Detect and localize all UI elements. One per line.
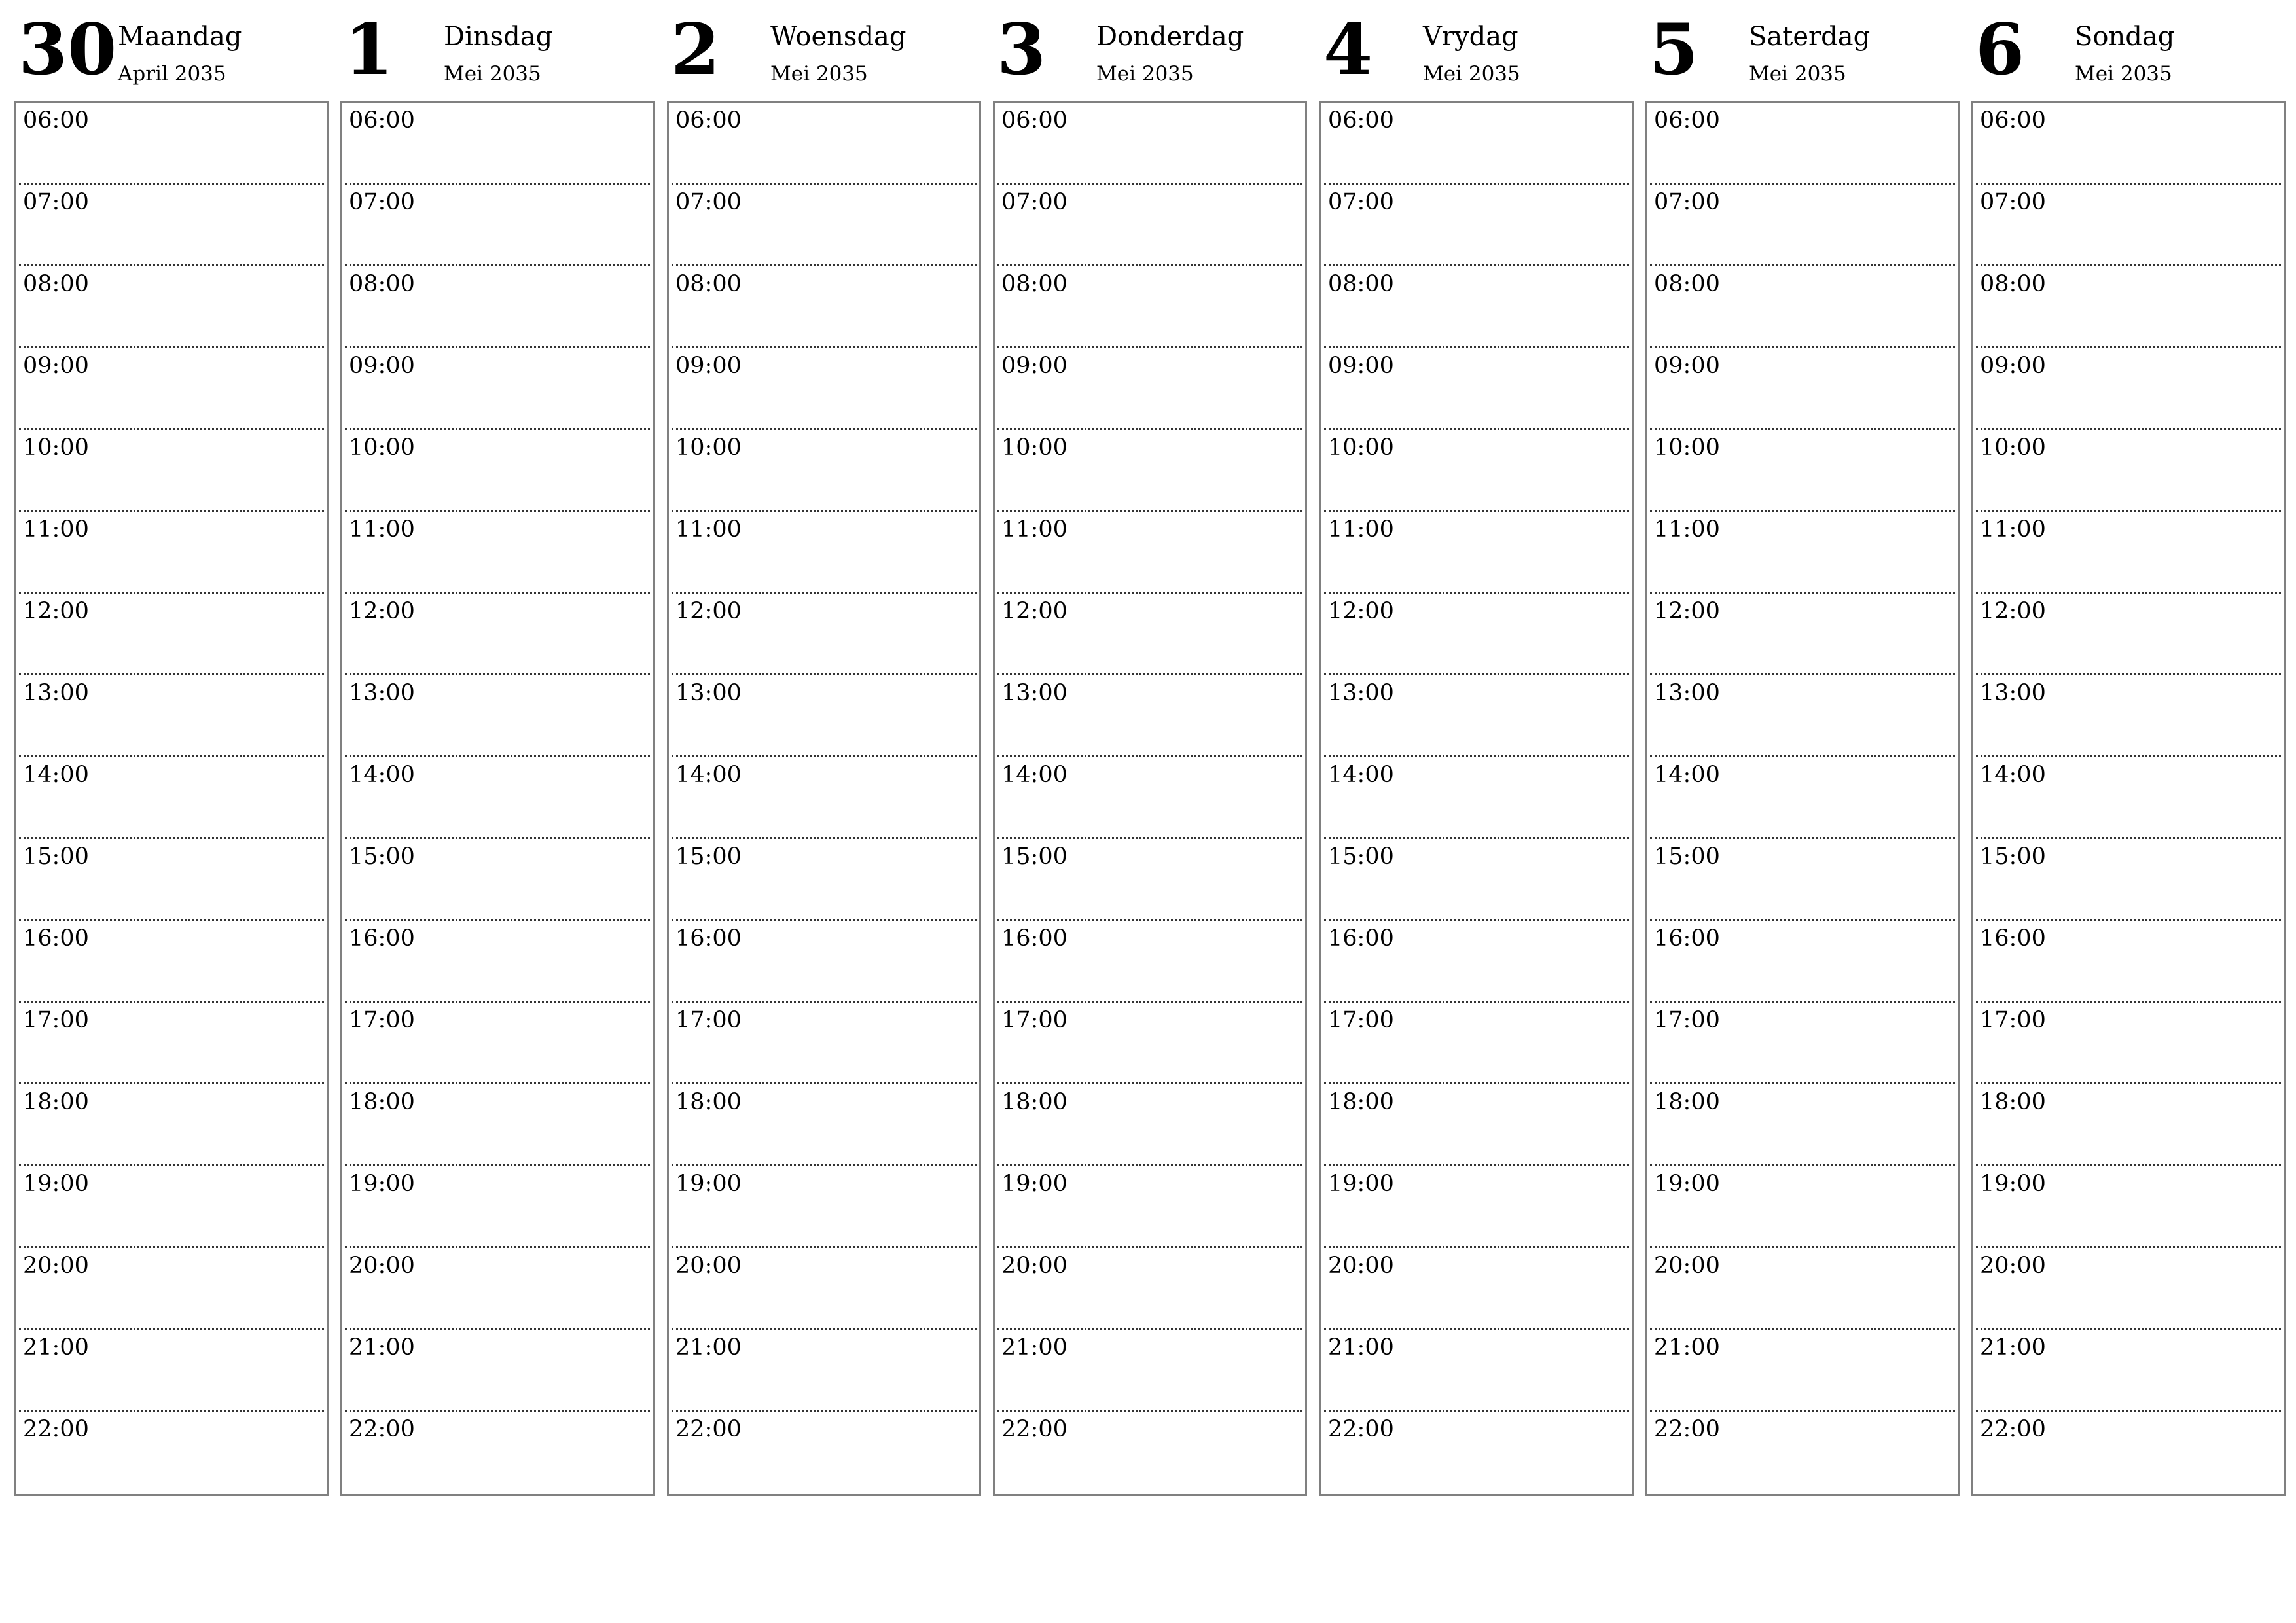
time-slot[interactable]	[342, 839, 653, 921]
time-slot[interactable]	[995, 103, 1305, 185]
day-month-year: Mei 2035	[1423, 62, 1520, 86]
time-slot-label: 18:00	[1001, 1089, 1067, 1115]
day-number: 4	[1323, 9, 1373, 91]
time-slot-label: 12:00	[675, 598, 742, 624]
time-slot-label: 12:00	[23, 598, 89, 624]
time-slot[interactable]	[16, 594, 327, 675]
day-name: Maandag	[118, 22, 242, 52]
time-slot-label: 20:00	[1328, 1253, 1394, 1279]
time-slot-label: 08:00	[349, 271, 415, 297]
time-slot[interactable]	[16, 675, 327, 757]
time-slot[interactable]	[1973, 921, 2284, 1003]
day-name: Dinsdag	[444, 22, 553, 52]
time-slot-label: 14:00	[23, 762, 89, 788]
time-slot[interactable]	[16, 348, 327, 430]
time-slot-label: 21:00	[1980, 1334, 2046, 1361]
time-slot[interactable]	[1321, 430, 1632, 512]
time-slot-label: 13:00	[349, 680, 415, 706]
day-column	[1971, 0, 2284, 1499]
time-slot-label: 06:00	[349, 107, 415, 134]
time-slot[interactable]	[1321, 1248, 1632, 1330]
time-slot-label: 19:00	[1980, 1171, 2046, 1197]
time-slot-label: 18:00	[1980, 1089, 2046, 1115]
time-slot[interactable]	[1647, 1166, 1958, 1248]
day-number: 1	[344, 9, 394, 91]
time-slot-label: 16:00	[1328, 925, 1394, 952]
time-slot[interactable]	[1647, 430, 1958, 512]
time-slot-label: 07:00	[1328, 189, 1394, 215]
time-slot[interactable]	[1647, 1330, 1958, 1412]
time-slot-label: 10:00	[675, 435, 742, 461]
time-slot[interactable]	[1647, 1412, 1958, 1493]
time-slot-label: 12:00	[1328, 598, 1394, 624]
time-slot-label: 13:00	[675, 680, 742, 706]
time-slot[interactable]	[995, 757, 1305, 839]
time-slot-label: 22:00	[1328, 1416, 1394, 1442]
time-slot[interactable]	[995, 1412, 1305, 1493]
time-slot-label: 17:00	[1654, 1007, 1720, 1033]
time-slot-label: 10:00	[349, 435, 415, 461]
day-name: Donderdag	[1096, 22, 1244, 52]
time-slot[interactable]	[342, 921, 653, 1003]
time-slot-label: 06:00	[23, 107, 89, 134]
time-slot-label: 21:00	[23, 1334, 89, 1361]
time-slot[interactable]	[1321, 266, 1632, 348]
time-slot-label: 22:00	[1001, 1416, 1067, 1442]
time-slot-label: 06:00	[1980, 107, 2046, 134]
time-slot-label: 16:00	[1980, 925, 2046, 952]
day-number: 30	[18, 9, 117, 91]
day-schedule-box	[1971, 101, 2286, 1496]
time-slot-label: 20:00	[1001, 1253, 1067, 1279]
time-slot[interactable]	[669, 512, 979, 594]
day-schedule-box	[1319, 101, 1634, 1496]
time-slot-label: 12:00	[349, 598, 415, 624]
time-slot[interactable]	[342, 1248, 653, 1330]
time-slot[interactable]	[669, 921, 979, 1003]
time-slot-label: 22:00	[23, 1416, 89, 1442]
time-slot[interactable]	[342, 594, 653, 675]
time-slot[interactable]	[1647, 185, 1958, 266]
day-name: Saterdag	[1749, 22, 1871, 52]
time-slot[interactable]	[995, 839, 1305, 921]
day-month-year: Mei 2035	[444, 62, 541, 86]
time-slot[interactable]	[1973, 675, 2284, 757]
time-slot-label: 15:00	[349, 844, 415, 870]
time-slot-label: 10:00	[1328, 435, 1394, 461]
time-slot-label: 12:00	[1654, 598, 1720, 624]
time-slot-label: 22:00	[349, 1416, 415, 1442]
time-slot[interactable]	[1973, 512, 2284, 594]
time-slot-label: 21:00	[1654, 1334, 1720, 1361]
time-slot[interactable]	[1647, 266, 1958, 348]
time-slot[interactable]	[1973, 594, 2284, 675]
time-slot[interactable]	[1973, 1248, 2284, 1330]
day-name: Woensdag	[770, 22, 906, 52]
time-slot[interactable]	[16, 1248, 327, 1330]
time-slot[interactable]	[16, 921, 327, 1003]
time-slot[interactable]	[1321, 103, 1632, 185]
time-slot-label: 15:00	[23, 844, 89, 870]
time-slot[interactable]	[16, 1084, 327, 1166]
time-slot-label: 07:00	[1980, 189, 2046, 215]
time-slot[interactable]	[1973, 1003, 2284, 1084]
time-slot-label: 18:00	[1328, 1089, 1394, 1115]
time-slot-label: 14:00	[1328, 762, 1394, 788]
day-header	[340, 0, 653, 98]
time-slot[interactable]	[669, 1003, 979, 1084]
time-slot[interactable]	[1973, 430, 2284, 512]
time-slot-label: 11:00	[1980, 516, 2046, 543]
time-slot[interactable]	[1647, 757, 1958, 839]
time-slot-label: 17:00	[23, 1007, 89, 1033]
day-number: 6	[1975, 9, 2025, 91]
time-slot[interactable]	[342, 1330, 653, 1412]
time-slot-label: 08:00	[1328, 271, 1394, 297]
time-slot[interactable]	[1973, 1412, 2284, 1493]
time-slot-label: 22:00	[1980, 1416, 2046, 1442]
time-slot[interactable]	[1647, 512, 1958, 594]
day-column	[993, 0, 1306, 1499]
time-slot[interactable]	[16, 1330, 327, 1412]
time-slot[interactable]	[342, 1412, 653, 1493]
time-slot[interactable]	[342, 512, 653, 594]
time-slot[interactable]	[342, 1003, 653, 1084]
day-month-year: Mei 2035	[1096, 62, 1194, 86]
time-slot-label: 10:00	[1980, 435, 2046, 461]
day-column	[1319, 0, 1632, 1499]
time-slot[interactable]	[16, 266, 327, 348]
day-number: 2	[671, 9, 721, 91]
time-slot[interactable]	[669, 430, 979, 512]
time-slot-label: 15:00	[1980, 844, 2046, 870]
day-header	[667, 0, 980, 98]
time-slot[interactable]	[995, 1248, 1305, 1330]
time-slot[interactable]	[995, 1166, 1305, 1248]
day-month-year: Mei 2035	[2075, 62, 2172, 86]
time-slot-label: 09:00	[1980, 353, 2046, 379]
day-number: 5	[1649, 9, 1699, 91]
time-slot[interactable]	[342, 266, 653, 348]
day-column	[14, 0, 327, 1499]
day-header	[14, 0, 327, 98]
time-slot-label: 13:00	[1328, 680, 1394, 706]
time-slot-label: 22:00	[1654, 1416, 1720, 1442]
time-slot-label: 06:00	[675, 107, 742, 134]
time-slot[interactable]	[669, 594, 979, 675]
day-schedule-box	[667, 101, 981, 1496]
time-slot[interactable]	[995, 1003, 1305, 1084]
time-slot-label: 20:00	[1980, 1253, 2046, 1279]
day-number: 3	[997, 9, 1047, 91]
time-slot[interactable]	[995, 266, 1305, 348]
time-slot[interactable]	[669, 266, 979, 348]
time-slot-label: 07:00	[675, 189, 742, 215]
time-slot-label: 17:00	[1001, 1007, 1067, 1033]
time-slot-label: 16:00	[675, 925, 742, 952]
time-slot-label: 21:00	[1328, 1334, 1394, 1361]
time-slot-label: 19:00	[675, 1171, 742, 1197]
day-name: Vrydag	[1423, 22, 1518, 52]
time-slot-label: 09:00	[1328, 353, 1394, 379]
time-slot-label: 09:00	[23, 353, 89, 379]
day-name: Sondag	[2075, 22, 2175, 52]
time-slot-label: 19:00	[1654, 1171, 1720, 1197]
time-slot[interactable]	[342, 1166, 653, 1248]
time-slot[interactable]	[669, 1084, 979, 1166]
time-slot-label: 08:00	[1001, 271, 1067, 297]
time-slot-label: 11:00	[23, 516, 89, 543]
time-slot-label: 08:00	[23, 271, 89, 297]
time-slot[interactable]	[995, 1084, 1305, 1166]
time-slot-label: 21:00	[1001, 1334, 1067, 1361]
time-slot-label: 18:00	[23, 1089, 89, 1115]
time-slot-label: 07:00	[349, 189, 415, 215]
day-header	[1645, 0, 1958, 98]
day-column	[1645, 0, 1958, 1499]
time-slot-label: 17:00	[349, 1007, 415, 1033]
time-slot[interactable]	[16, 757, 327, 839]
day-header	[1971, 0, 2284, 98]
time-slot-label: 16:00	[1654, 925, 1720, 952]
time-slot[interactable]	[669, 185, 979, 266]
time-slot[interactable]	[669, 839, 979, 921]
time-slot-label: 18:00	[1654, 1089, 1720, 1115]
time-slot[interactable]	[1647, 103, 1958, 185]
time-slot-label: 09:00	[1654, 353, 1720, 379]
day-month-year: Mei 2035	[770, 62, 868, 86]
time-slot[interactable]	[995, 348, 1305, 430]
time-slot[interactable]	[669, 1166, 979, 1248]
time-slot-label: 16:00	[23, 925, 89, 952]
time-slot-label: 20:00	[675, 1253, 742, 1279]
time-slot-label: 11:00	[1654, 516, 1720, 543]
day-header	[1319, 0, 1632, 98]
time-slot-label: 22:00	[675, 1416, 742, 1442]
time-slot-label: 18:00	[349, 1089, 415, 1115]
time-slot-label: 14:00	[675, 762, 742, 788]
time-slot-label: 15:00	[1001, 844, 1067, 870]
time-slot-label: 20:00	[1654, 1253, 1720, 1279]
time-slot-label: 11:00	[675, 516, 742, 543]
time-slot[interactable]	[995, 675, 1305, 757]
time-slot[interactable]	[1321, 1166, 1632, 1248]
time-slot[interactable]	[1647, 1084, 1958, 1166]
time-slot-label: 14:00	[349, 762, 415, 788]
time-slot[interactable]	[1973, 266, 2284, 348]
time-slot[interactable]	[16, 1003, 327, 1084]
time-slot-label: 12:00	[1001, 598, 1067, 624]
time-slot[interactable]	[1973, 103, 2284, 185]
time-slot[interactable]	[1321, 921, 1632, 1003]
time-slot[interactable]	[995, 1330, 1305, 1412]
time-slot[interactable]	[1647, 594, 1958, 675]
time-slot[interactable]	[342, 1084, 653, 1166]
time-slot[interactable]	[342, 103, 653, 185]
time-slot-label: 15:00	[1328, 844, 1394, 870]
time-slot-label: 16:00	[349, 925, 415, 952]
day-column	[667, 0, 980, 1499]
time-slot[interactable]	[16, 1412, 327, 1493]
time-slot[interactable]	[669, 757, 979, 839]
time-slot[interactable]	[1647, 675, 1958, 757]
time-slot[interactable]	[1647, 921, 1958, 1003]
time-slot-label: 10:00	[23, 435, 89, 461]
time-slot-label: 14:00	[1654, 762, 1720, 788]
time-slot-label: 06:00	[1654, 107, 1720, 134]
day-schedule-box	[340, 101, 655, 1496]
time-slot[interactable]	[1973, 757, 2284, 839]
time-slot[interactable]	[995, 594, 1305, 675]
time-slot-label: 11:00	[349, 516, 415, 543]
day-month-year: Mei 2035	[1749, 62, 1846, 86]
time-slot[interactable]	[342, 430, 653, 512]
time-slot[interactable]	[1647, 839, 1958, 921]
time-slot-label: 21:00	[349, 1334, 415, 1361]
time-slot-label: 20:00	[23, 1253, 89, 1279]
time-slot[interactable]	[669, 103, 979, 185]
time-slot-label: 19:00	[23, 1171, 89, 1197]
time-slot[interactable]	[1321, 675, 1632, 757]
time-slot[interactable]	[16, 839, 327, 921]
time-slot-label: 07:00	[1654, 189, 1720, 215]
time-slot[interactable]	[16, 1166, 327, 1248]
time-slot-label: 21:00	[675, 1334, 742, 1361]
time-slot-label: 07:00	[23, 189, 89, 215]
time-slot[interactable]	[16, 103, 327, 185]
time-slot[interactable]	[1321, 1003, 1632, 1084]
time-slot[interactable]	[669, 1412, 979, 1493]
time-slot[interactable]	[1321, 757, 1632, 839]
time-slot[interactable]	[1321, 594, 1632, 675]
time-slot[interactable]	[342, 675, 653, 757]
time-slot[interactable]	[1973, 1084, 2284, 1166]
time-slot-label: 17:00	[1328, 1007, 1394, 1033]
time-slot-label: 16:00	[1001, 925, 1067, 952]
time-slot-label: 19:00	[1001, 1171, 1067, 1197]
time-slot-label: 08:00	[675, 271, 742, 297]
time-slot-label: 13:00	[1980, 680, 2046, 706]
time-slot[interactable]	[1321, 1084, 1632, 1166]
time-slot-label: 14:00	[1980, 762, 2046, 788]
time-slot-label: 13:00	[23, 680, 89, 706]
time-slot[interactable]	[995, 512, 1305, 594]
time-slot[interactable]	[1647, 1003, 1958, 1084]
time-slot-label: 06:00	[1328, 107, 1394, 134]
time-slot[interactable]	[1973, 185, 2284, 266]
time-slot-label: 19:00	[1328, 1171, 1394, 1197]
time-slot[interactable]	[1321, 1412, 1632, 1493]
time-slot[interactable]	[995, 430, 1305, 512]
time-slot[interactable]	[16, 430, 327, 512]
time-slot[interactable]	[1973, 839, 2284, 921]
time-slot[interactable]	[1321, 512, 1632, 594]
time-slot-label: 07:00	[1001, 189, 1067, 215]
time-slot[interactable]	[1973, 1166, 2284, 1248]
time-slot-label: 11:00	[1328, 516, 1394, 543]
time-slot-label: 17:00	[675, 1007, 742, 1033]
time-slot[interactable]	[1321, 348, 1632, 430]
day-header	[993, 0, 1306, 98]
time-slot-label: 15:00	[1654, 844, 1720, 870]
time-slot[interactable]	[1973, 348, 2284, 430]
time-slot[interactable]	[1321, 1330, 1632, 1412]
time-slot[interactable]	[995, 921, 1305, 1003]
day-month-year: April 2035	[118, 62, 226, 86]
time-slot-label: 15:00	[675, 844, 742, 870]
time-slot-label: 08:00	[1980, 271, 2046, 297]
time-slot-label: 18:00	[675, 1089, 742, 1115]
time-slot[interactable]	[669, 675, 979, 757]
time-slot-label: 08:00	[1654, 271, 1720, 297]
time-slot-label: 06:00	[1001, 107, 1067, 134]
time-slot-label: 19:00	[349, 1171, 415, 1197]
day-schedule-box	[993, 101, 1307, 1496]
time-slot[interactable]	[1321, 185, 1632, 266]
time-slot-label: 12:00	[1980, 598, 2046, 624]
time-slot-label: 20:00	[349, 1253, 415, 1279]
day-schedule-box	[1645, 101, 1960, 1496]
time-slot-label: 17:00	[1980, 1007, 2046, 1033]
day-column	[340, 0, 653, 1499]
time-slot-label: 13:00	[1001, 680, 1067, 706]
time-slot[interactable]	[342, 757, 653, 839]
time-slot[interactable]	[16, 512, 327, 594]
time-slot[interactable]	[1647, 348, 1958, 430]
time-slot[interactable]	[1647, 1248, 1958, 1330]
time-slot[interactable]	[1321, 839, 1632, 921]
time-slot[interactable]	[342, 348, 653, 430]
day-schedule-box	[14, 101, 329, 1496]
time-slot-label: 11:00	[1001, 516, 1067, 543]
time-slot[interactable]	[669, 1330, 979, 1412]
time-slot-label: 09:00	[349, 353, 415, 379]
time-slot-label: 10:00	[1654, 435, 1720, 461]
time-slot[interactable]	[16, 185, 327, 266]
time-slot-label: 09:00	[675, 353, 742, 379]
time-slot-label: 14:00	[1001, 762, 1067, 788]
time-slot[interactable]	[342, 185, 653, 266]
time-slot[interactable]	[1973, 1330, 2284, 1412]
time-slot[interactable]	[669, 348, 979, 430]
time-slot[interactable]	[995, 185, 1305, 266]
time-slot-label: 13:00	[1654, 680, 1720, 706]
time-slot[interactable]	[669, 1248, 979, 1330]
time-slot-label: 09:00	[1001, 353, 1067, 379]
time-slot-label: 10:00	[1001, 435, 1067, 461]
